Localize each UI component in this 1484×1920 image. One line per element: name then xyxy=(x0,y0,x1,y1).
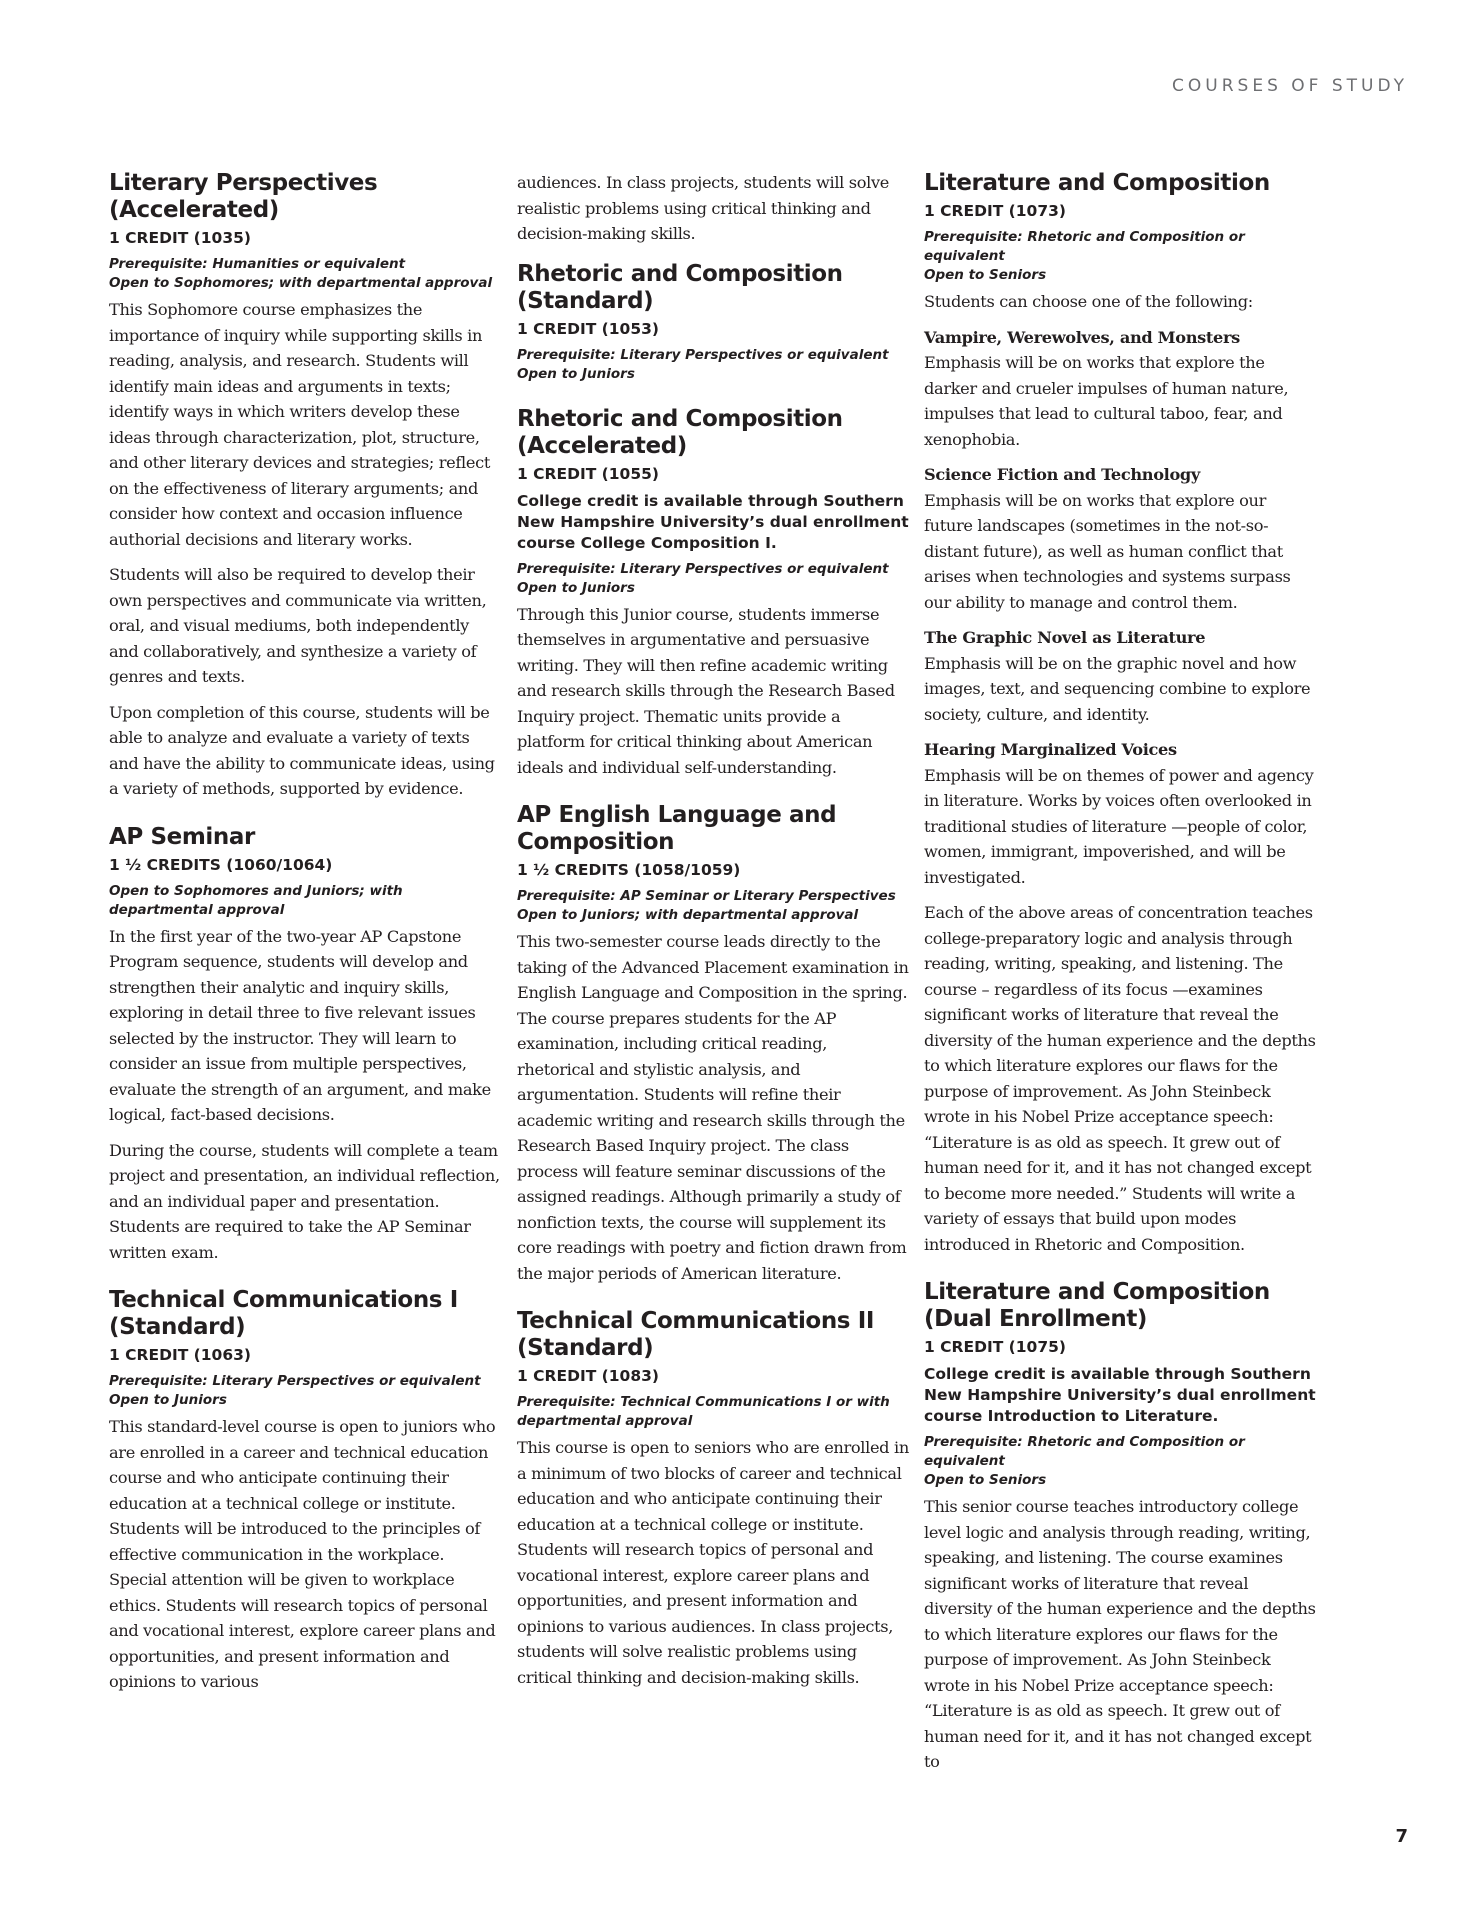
course-title-line: Rhetoric and Composition xyxy=(517,260,843,287)
concentration-description: Emphasis will be on the graphic novel and how images, text, and sequencing combine to explore society, culture, and identity. xyxy=(924,653,1311,724)
course-credit: 1 CREDIT (1053) xyxy=(517,319,659,338)
course-title xyxy=(517,406,909,460)
course-credit: 1 CREDIT (1083) xyxy=(517,1367,659,1385)
column-1 xyxy=(109,170,501,1717)
course-title-line: Technical Communications II xyxy=(517,1308,875,1334)
course-title-line: Rhetoric and Composition xyxy=(517,405,843,432)
dual-enrollment-note: College credit is available through Southern New Hampshire University’s dual enrollment course Introduction to Literature. xyxy=(924,1365,1316,1425)
prereq-line: Prerequisite: Rhetoric and Composition or equivalent xyxy=(924,229,1245,264)
course-title xyxy=(517,261,909,315)
course-credit: 1 ½ CREDITS (1058/1059) xyxy=(517,861,741,879)
course-continuation xyxy=(517,170,909,247)
course-title-line: (Standard) xyxy=(517,1335,654,1361)
prereq-line: Open to Juniors; with departmental approval xyxy=(517,907,859,923)
prereq-line: Open to Seniors xyxy=(924,1472,1047,1488)
course-prerequisite xyxy=(517,346,909,384)
course-prerequisite: Prerequisite: Technical Communications I or with departmental approval xyxy=(517,1394,890,1429)
course-title-line: (Accelerated) xyxy=(517,432,687,459)
course-title-line: AP English Language and xyxy=(517,802,837,828)
concentration-title: The Graphic Novel as Literature xyxy=(924,628,1206,647)
course-prerequisite xyxy=(517,887,909,925)
course-credit: 1 CREDIT (1073) xyxy=(924,202,1066,220)
course-title-line: Literary Perspectives xyxy=(109,170,378,196)
course-prerequisite xyxy=(517,560,909,598)
prereq-line: Open to Juniors xyxy=(517,365,635,382)
prereq-line: Prerequisite: Literary Perspectives or equivalent xyxy=(517,346,889,363)
course-rhetoric-standard xyxy=(517,261,909,384)
course-prerequisite xyxy=(109,255,501,293)
course-description: Through this Junior course, students immerse themselves in argumentative and persuasive writing. They will then refine academic writing and research skills through the Research Based Inquiry project. Thematic units provide a platform for critical thinking about American ideals and individual self-understanding. xyxy=(517,604,895,777)
course-credit: 1 ½ CREDITS (1060/1064) xyxy=(109,855,333,874)
course-title-line: (Accelerated) xyxy=(109,197,279,223)
course-credit: 1 CREDIT (1075) xyxy=(924,1338,1066,1356)
concentration-title: Vampire, Werewolves, and Monsters xyxy=(924,327,1240,347)
column-3 xyxy=(924,170,1316,1797)
prereq-line: Prerequisite: Literary Perspectives or equivalent xyxy=(109,1373,481,1389)
course-title xyxy=(517,802,909,856)
concentration-description: Emphasis will be on themes of power and agency in literature. Works by voices often overlooked in traditional studies of literature —people of color, women, immigrant, impoverished, and will be investigated. xyxy=(924,765,1314,887)
course-title xyxy=(517,1308,909,1362)
course-description: This course is open to seniors who are enrolled in a minimum of two blocks of career and technical education and who anticipate continuing their education at a technical college or institute. Students will research topics of personal and vocational interest, explore career plans and opportunities, and present information and opinions to various audiences. In class projects, students will solve realistic problems using critical thinking and decision-making skills. xyxy=(517,1438,909,1687)
course-literature-composition xyxy=(924,170,1316,1257)
course-title xyxy=(109,170,501,224)
course-intro: Students can choose one of the following: xyxy=(924,292,1253,311)
section-header: COURSES OF STUDY xyxy=(1172,76,1408,96)
course-description: This Sophomore course emphasizes the importance of inquiry while supporting skills in reading, analysis, and research. Students will identify main ideas and arguments in texts; identify ways in which writers develop these ideas through characterization, plot, structure, and other literary devices and strategies; reflect on the effectiveness of literary arguments; and consider how context and occasion influence authorial decisions and literary works. xyxy=(109,300,490,549)
course-title xyxy=(109,1287,501,1341)
course-technical-communications-2 xyxy=(517,1308,909,1690)
course-description: This two-semester course leads directly to the taking of the Advanced Placement examination in English Language and Composition in the spring. The course prepares students for the AP examination, including critical reading, rhetorical and stylistic analysis, and argumentation. Students will refine their academic writing and research skills through the Research Based Inquiry project. The class process will feature seminar discussions of the assigned readings. Although primarily a study of nonfiction texts, the course will supplement its core readings with poetry and fiction drawn from the major periods of American literature. xyxy=(517,932,909,1283)
prereq-line: Open to Sophomores; with departmental approval xyxy=(109,275,493,291)
course-ap-english-language xyxy=(517,802,909,1286)
page-number: 7 xyxy=(1395,1826,1408,1847)
course-prerequisite xyxy=(924,1433,1316,1490)
prereq-line: Prerequisite: Humanities or equivalent xyxy=(109,256,406,272)
concentration-title: Science Fiction and Technology xyxy=(924,465,1200,484)
prereq-line: Prerequisite: Rhetoric and Composition or equivalent xyxy=(924,1434,1245,1469)
course-literature-composition-dual xyxy=(924,1279,1316,1775)
course-prerequisite xyxy=(109,1372,501,1410)
course-rhetoric-accelerated xyxy=(517,406,909,781)
prereq-line: Open to Juniors xyxy=(109,1392,227,1408)
course-description: audiences. In class projects, students will solve realistic problems using critical thinking and decision-making skills. xyxy=(517,173,889,243)
prereq-line: Prerequisite: AP Seminar or Literary Perspectives xyxy=(517,888,896,904)
course-title: Literature and Composition xyxy=(924,170,1270,196)
course-prerequisite xyxy=(924,228,1316,285)
course-credit: 1 CREDIT (1035) xyxy=(109,229,251,247)
course-ap-seminar xyxy=(109,824,501,1266)
course-literary-perspectives xyxy=(109,170,501,802)
course-title-line: (Standard) xyxy=(109,1314,246,1340)
course-title: AP Seminar xyxy=(109,823,255,850)
course-title-line: Technical Communications I xyxy=(109,1287,458,1313)
course-description: During the course, students will complete a team project and presentation, an individual reflection, and an individual paper and presentation. Students are required to take the AP Seminar written exam. xyxy=(109,1140,500,1262)
course-prerequisite: Open to Sophomores and Juniors; with departmental approval xyxy=(109,882,403,918)
dual-enrollment-note: College credit is available through Southern New Hampshire University’s dual enrollment course College Composition I. xyxy=(517,491,909,552)
course-description: Upon completion of this course, students will be able to analyze and evaluate a variety of texts and have the ability to communicate ideas, using a variety of methods, supported by evidence. xyxy=(109,702,495,798)
course-title-line: Literature and Composition xyxy=(924,1279,1270,1305)
prereq-line: Open to Juniors xyxy=(517,579,635,596)
course-description: This standard-level course is open to juniors who are enrolled in a career and technical education course and who anticipate continuing their education at a technical college or institute. Students will be introduced to the principles of effective communication in the workplace. Special attention will be given to workplace ethics. Students will research topics of personal and vocational interest, explore career plans and opportunities, and present information and opinions to various xyxy=(109,1417,496,1691)
course-technical-communications-1 xyxy=(109,1287,501,1695)
course-description: This senior course teaches introductory college level logic and analysis through reading, writing, speaking, and listening. The course examines significant works of literature that reveal diversity of the human experience and the depths to which literature explores our flaws for the purpose of improvement. As John Steinbeck wrote in his Nobel Prize acceptance speech: “Literature is as old as speech. It grew out of human need for it, and it has not changed except to xyxy=(924,1497,1316,1771)
course-description: Each of the above areas of concentration teaches college-preparatory logic and analysis through reading, writing, speaking, and listening. The course – regardless of its focus —examines significant works of literature that reveal the diversity of the human experience and the depths to which literature explores our flaws for the purpose of improvement. As John Steinbeck wrote in his Nobel Prize acceptance speech: “Literature is as old as speech. It grew out of human need for it, and it has not changed except to become more needed.” Students will write a variety of essays that build upon modes introduced in Rhetoric and Composition. xyxy=(924,903,1316,1254)
course-title-line: (Dual Enrollment) xyxy=(924,1306,1148,1332)
course-title-line: Composition xyxy=(517,829,675,855)
course-description: Students will also be required to develop their own perspectives and communicate via written, oral, and visual mediums, both independently and collaboratively, and synthesize a variety of genres and texts. xyxy=(109,565,487,686)
course-credit: 1 CREDIT (1055) xyxy=(517,464,659,483)
column-2 xyxy=(517,170,909,1712)
concentration-description: Emphasis will be on works that explore the darker and crueler impulses of human nature, impulses that lead to cultural taboo, fear, and xenophobia. xyxy=(924,353,1289,449)
prereq-line: Open to Seniors xyxy=(924,267,1047,283)
course-title xyxy=(924,1279,1316,1333)
concentration-title: Hearing Marginalized Voices xyxy=(924,740,1177,759)
concentration-description: Emphasis will be on works that explore our future landscapes (sometimes in the not-so-distant future), as well as human conflict that arises when technologies and systems surpass our ability to manage and control them. xyxy=(924,490,1291,612)
course-description: In the first year of the two-year AP Capstone Program sequence, students will develop and strengthen their analytic and inquiry skills, exploring in detail three to five relevant issues selected by the instructor. They will learn to consider an issue from multiple perspectives, evaluate the strength of an argument, and make logical, fact-based decisions. xyxy=(109,926,491,1124)
prereq-line: Prerequisite: Literary Perspectives or equivalent xyxy=(517,560,889,577)
course-title-line: (Standard) xyxy=(517,287,654,314)
course-credit: 1 CREDIT (1063) xyxy=(109,1346,251,1364)
